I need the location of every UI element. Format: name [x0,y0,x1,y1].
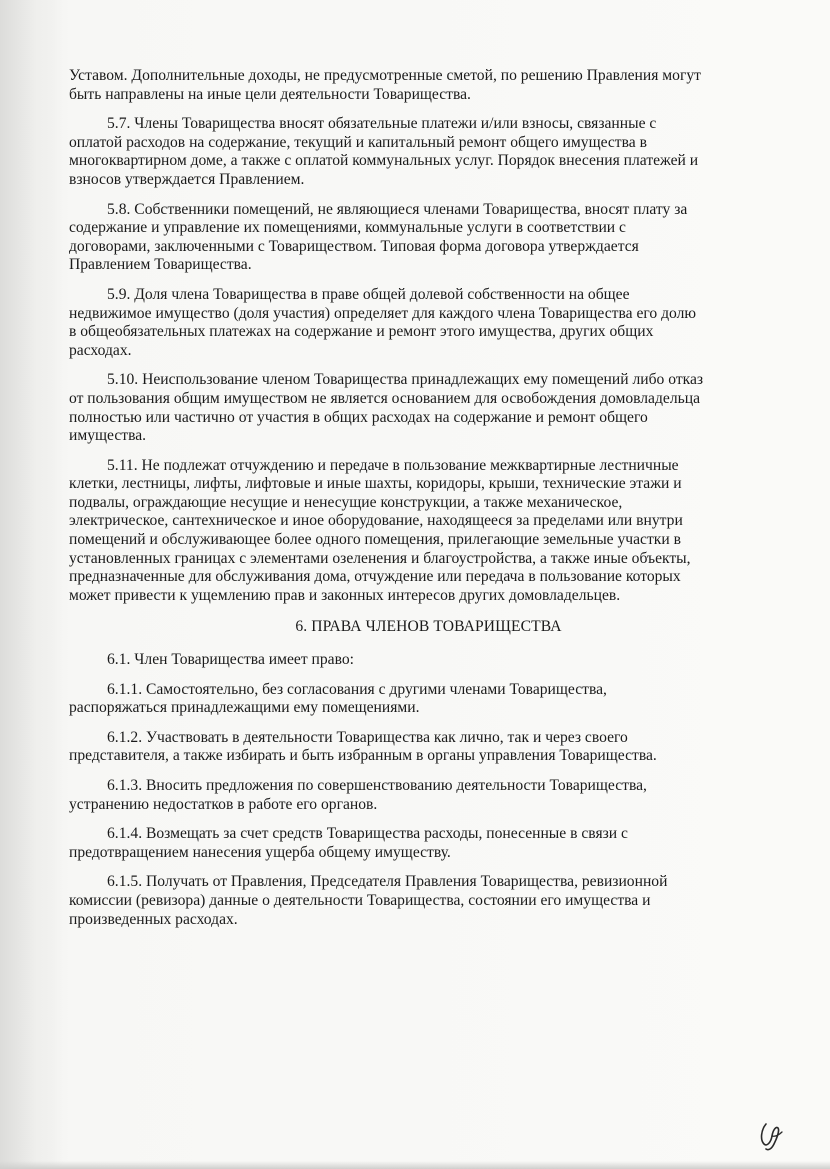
text-line: 6.1. Член Товарищества имеет право: [107,651,354,669]
paragraph-5-8 [69,201,788,275]
text-line: от пользования общим имуществом не является основанием для освобождения домовладельца [69,389,700,407]
text-line: предназначенные для обслуживания дома, отчуждение или передача в пользование которых [69,568,681,586]
scan-binding-shadow [0,0,62,1169]
text-line: взносов утверждается Правлением. [69,170,305,188]
text-line: 5.8. Собственники помещений, не являющиеся членами Товарищества, вносят плату за [107,200,688,218]
text-line: 6.1.5. Получать от Правления, Председателя Правления Товарищества, ревизионной [107,873,668,891]
text-line: электрическое, сантехническое и иное оборудование, находящееся за пределами или внутри [69,512,683,530]
text-line: быть направлены на иные цели деятельности Товарищества. [69,85,471,103]
text-line: 5.11. Не подлежат отчуждению и передаче в пользование межквартирные лестничные [107,456,679,474]
text-line: Правлением Товарищества. [69,256,252,274]
text-line: многоквартирном доме, а также с оплатой коммунальных услуг. Порядок внесения платежей и [69,152,699,170]
paragraph-6-1-1 [69,681,788,718]
text-line: 6.1.1. Самостоятельно, без согласования с другими членами Товарищества, [107,680,607,698]
paragraph-5-7 [69,115,788,189]
paragraph-5-10 [69,371,788,445]
text-line: представителя, а также избирать и быть избранным в органы управления Товарищества. [69,747,657,765]
text-line: 6.1.4. Возмещать за счет средств Товарищества расходы, понесенные в связи с [107,825,628,843]
paragraph-6-1 [69,651,788,670]
text-line: 5.9. Доля члена Товарищества в праве общей долевой собственности на общее [107,285,630,303]
text-line: в общеобязательных платежах на содержание и ремонт этого имущества, других общих [69,323,654,341]
document-body [69,67,788,940]
text-line: Уставом. Дополнительные доходы, не предусмотренные сметой, по решению Правления могут [69,67,701,84]
paragraph-5-9 [69,286,788,360]
text-line: помещений и обслуживающее более одного помещения, прилегающие земельные участки в [69,531,681,549]
text-line: установленных границах с элементами озеленения и благоустройства, а также иные объекты, [69,549,691,567]
text-line: может привести к ущемлению прав и законных интересов других домовладельцев. [69,586,621,604]
text-line: клетки, лестницы, лифты, лифтовые и иные шахты, коридоры, крыши, технические этажи и [69,475,682,493]
text-line: подвалы, ограждающие несущие и ненесущие конструкции, а также механическое, [69,493,623,511]
paragraph-6-1-3 [69,777,788,814]
section-heading: 6. ПРАВА ЧЛЕНОВ ТОВАРИЩЕСТВА [295,618,562,636]
paragraph-6-1-4 [69,825,788,862]
text-line: полностью или частично от участия в общих расходах на содержание и ремонт общего [69,408,648,426]
text-line: расходах. [69,341,132,359]
text-line: распоряжаться принадлежащими ему помещениями. [69,699,420,717]
paragraph-intro [69,67,788,104]
text-line: 5.7. Члены Товарищества вносят обязательные платежи и/или взносы, связанные с [107,115,657,133]
text-line: 6.1.2. Участвовать в деятельности Товарищества как лично, так и через своего [107,728,628,746]
text-line: 6.1.3. Вносить предложения по совершенствованию деятельности Товарищества, [107,777,647,794]
text-line: комиссии (ревизора) данные о деятельности Товарищества, состоянии его имущества и [69,891,651,909]
text-line: оплатой расходов на содержание, текущий и капитальный ремонт общего имущества в [69,133,647,151]
text-line: 5.10. Неиспользование членом Товарищества принадлежащих ему помещений либо отказ [107,371,704,389]
text-line: договорами, заключенными с Товариществом. Типовая форма договора утверждается [69,237,639,255]
text-line: устранению недостатков в работе его органов. [69,795,378,813]
paragraph-6-1-2 [69,729,788,766]
scan-bottom-edge [0,1161,830,1169]
signature-initial-icon [752,1118,788,1154]
text-line: имущества. [69,427,147,445]
text-line: недвижимое имущество (доля участия) определяет для каждого члена Товарищества его долю [69,304,697,322]
paragraph-6-1-5 [69,873,788,929]
text-line: предотвращением нанесения ущерба общему имуществу. [69,843,451,861]
paragraph-5-11 [69,457,788,606]
text-line: произведенных расходах. [69,910,238,928]
text-line: содержание и управление их помещениями, коммунальные услуги в соответствии с [69,219,626,237]
